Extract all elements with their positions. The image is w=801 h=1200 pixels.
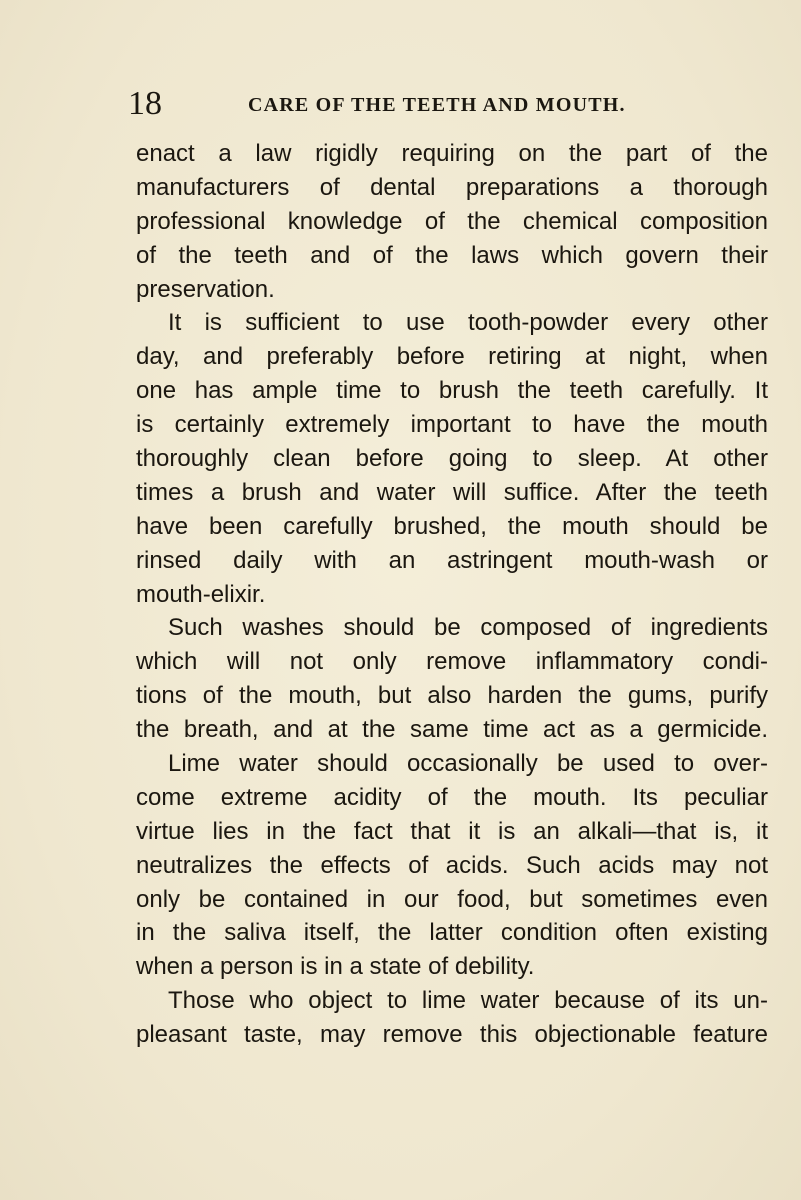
text-line: is certainly extremely important to have the mouth (136, 411, 768, 439)
page-header (128, 84, 688, 124)
text-line: preservation. (136, 275, 275, 303)
text-line: have been carefully brushed, the mouth should be (136, 512, 768, 540)
text-line: mouth-elixir. (136, 580, 266, 608)
text-line: Such washes should be composed of ingredients (168, 614, 768, 642)
running-title: CARE OF THE TEETH AND MOUTH. (248, 94, 626, 116)
text-line: the breath, and at the same time act as a germicide. (136, 716, 768, 744)
text-line: times a brush and water will suffice. After the teeth (136, 478, 768, 506)
body-text (136, 137, 768, 1052)
text-line: day, and preferably before retiring at night, when (136, 343, 768, 371)
text-line: rinsed daily with an astringent mouth-wash or (136, 546, 768, 574)
text-line: manufacturers of dental preparations a thorough (136, 173, 768, 201)
text-line: Lime water should occasionally be used to over- (168, 750, 768, 778)
text-line: come extreme acidity of the mouth. Its peculiar (136, 783, 768, 811)
text-line: neutralizes the effects of acids. Such acids may not (136, 851, 768, 879)
text-line: virtue lies in the fact that it is an alkali—that is, it (136, 817, 768, 845)
text-line: of the teeth and of the laws which govern their (136, 241, 768, 269)
text-line: It is sufficient to use tooth-powder every other (168, 309, 768, 337)
text-line: enact a law rigidly requiring on the part of the (136, 140, 768, 167)
text-line: tions of the mouth, but also harden the gums, purify (136, 682, 768, 710)
text-line: pleasant taste, may remove this objectionable feature (136, 1021, 768, 1049)
text-line: Those who object to lime water because of its un- (168, 987, 768, 1015)
page-number: 18 (128, 85, 162, 122)
text-line: in the saliva itself, the latter condition often existing (136, 919, 768, 947)
text-line: professional knowledge of the chemical composition (136, 207, 768, 235)
text-line: only be contained in our food, but sometimes even (136, 885, 768, 913)
text-line: one has ample time to brush the teeth carefully. It (136, 377, 768, 405)
text-line: which will not only remove inflammatory condi- (136, 648, 768, 676)
text-line: thoroughly clean before going to sleep. At other (136, 445, 768, 473)
text-line: when a person is in a state of debility. (136, 953, 535, 981)
